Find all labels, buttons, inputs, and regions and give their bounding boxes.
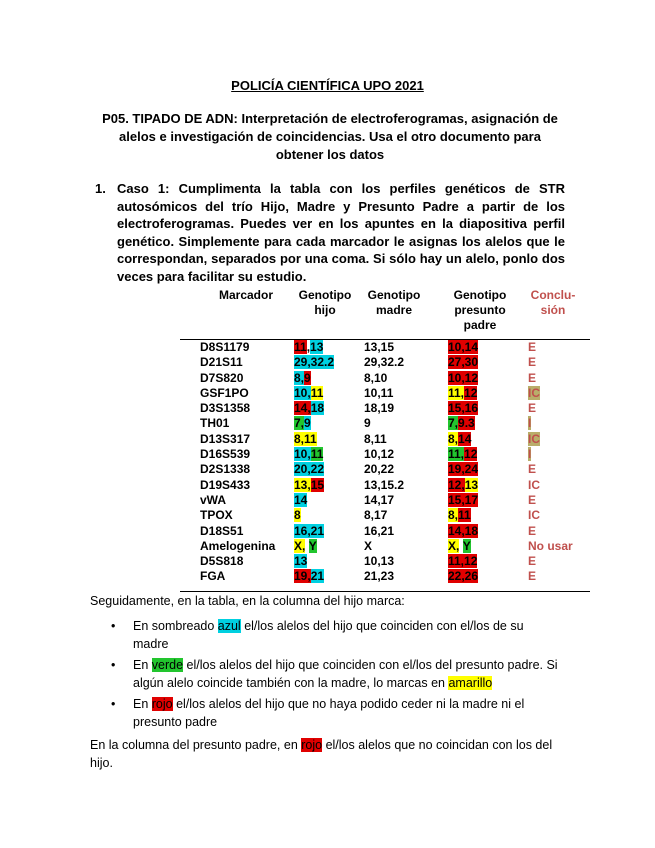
genotipo-padre-cell <box>436 340 528 356</box>
legend-text: el/los alelos del hijo que no haya podido ceder ni la madre ni el presunto padre <box>133 697 525 729</box>
allele-hijo: 13 <box>310 340 324 354</box>
genotipo-hijo-cell <box>292 371 362 386</box>
genotipo-hijo-cell <box>292 447 362 462</box>
legend-text: verde <box>151 658 184 672</box>
conclusion-cell <box>528 416 590 431</box>
allele-hijo: 11 <box>310 447 324 462</box>
conclusion-value: I <box>528 416 532 431</box>
table-row <box>180 401 590 416</box>
str-genotype-table <box>180 288 590 592</box>
table-row <box>180 386 590 401</box>
genotipo-madre-cell: 10,13 <box>364 554 395 569</box>
genotipo-padre-cell <box>436 432 528 447</box>
document-title: POLICÍA CIENTÍFICA UPO 2021 <box>231 78 424 93</box>
allele-padre: 14,18 <box>448 523 479 538</box>
genotipo-madre-cell: 8,17 <box>364 508 388 523</box>
conclusion-value: E <box>528 569 537 584</box>
genotipo-padre-cell <box>436 508 528 523</box>
allele-padre: 12, <box>448 477 465 492</box>
allele-hijo: 18 <box>310 401 325 416</box>
table-row <box>180 447 590 462</box>
table-row <box>180 524 590 539</box>
allele-hijo: 11 <box>294 340 307 354</box>
instructions-outro <box>90 736 570 772</box>
genotipo-hijo-cell <box>292 539 362 554</box>
conclusion-cell <box>528 508 590 523</box>
allele-padre: 10,14 <box>448 340 479 354</box>
bullet-icon: • <box>111 697 116 711</box>
allele-hijo: 10, <box>294 385 311 400</box>
genotipo-madre-cell: 29,32.2 <box>364 355 405 370</box>
genotipo-madre-cell: 20,22 <box>364 462 395 477</box>
conclusion-cell <box>528 401 590 416</box>
header-genotipo-madre: Genotipo madre <box>367 288 421 317</box>
conclusion-cell <box>528 569 590 591</box>
conclusion-value: E <box>528 462 537 477</box>
table-row <box>180 569 590 591</box>
genotipo-madre-cell: 13,15.2 <box>364 477 405 492</box>
allele-padre: 15,16 <box>448 401 479 416</box>
legend-text: azul <box>217 619 241 633</box>
allele-hijo: 13 <box>294 554 308 569</box>
table-row <box>180 508 590 523</box>
conclusion-cell <box>528 554 590 569</box>
allele-hijo: 19, <box>294 569 311 584</box>
conclusion-value: IC <box>528 431 540 446</box>
practice-subtitle: P05. TIPADO DE ADN: Interpretación de electroferogramas, asignación de alelos e investigación de coincidencias. Usa el otro documento para obtener los datos <box>102 111 558 162</box>
conclusion-cell <box>528 447 590 462</box>
table-body <box>180 340 590 592</box>
marker-cell: D16S539 <box>200 447 251 462</box>
genotipo-hijo-cell <box>292 401 362 416</box>
legend-text: En sombreado <box>133 619 218 633</box>
case-1-instructions <box>95 180 565 285</box>
genotipo-padre-cell <box>436 539 528 554</box>
conclusion-cell <box>528 493 590 508</box>
conclusion-cell <box>528 462 590 477</box>
genotipo-hijo-cell <box>292 554 362 569</box>
genotipo-hijo-cell <box>292 386 362 401</box>
conclusion-value: I <box>528 447 532 462</box>
marker-cell: D3S1358 <box>200 401 251 416</box>
table-row <box>180 539 590 554</box>
marker-cell: TPOX <box>200 508 233 523</box>
table-row <box>180 371 590 386</box>
genotipo-madre-cell: 18,19 <box>364 401 395 416</box>
allele-hijo: 16,21 <box>294 523 325 538</box>
allele-padre: 8, <box>448 508 459 523</box>
table-row <box>180 416 590 431</box>
genotipo-padre-cell <box>436 371 528 386</box>
allele-hijo: 14 <box>294 492 308 507</box>
table-row <box>180 493 590 508</box>
legend-text: el/los alelos del hijo que coinciden con el/los de su madre <box>133 619 524 651</box>
allele-padre: 14 <box>458 431 472 446</box>
genotipo-padre-cell <box>436 355 528 370</box>
header-conclusion: Conclu-sión <box>530 288 576 317</box>
table-row <box>180 478 590 493</box>
genotipo-madre-cell: 13,15 <box>364 340 395 354</box>
genotipo-padre-cell <box>436 386 528 401</box>
conclusion-cell <box>528 355 590 370</box>
conclusion-cell <box>528 478 590 493</box>
allele-hijo: 21 <box>310 569 325 584</box>
instructions-intro: Seguidamente, en la tabla, en la columna del hijo marca: <box>90 594 405 608</box>
legend-text: rojo <box>151 697 173 711</box>
conclusion-value: E <box>528 401 537 416</box>
genotipo-padre-cell <box>436 524 528 539</box>
allele-hijo: 9 <box>304 416 311 431</box>
genotipo-padre-cell <box>436 478 528 493</box>
legend-item <box>88 617 558 653</box>
allele-padre: 11,12 <box>448 554 478 569</box>
conclusion-value: E <box>528 355 537 370</box>
genotipo-hijo-cell <box>292 416 362 431</box>
allele-padre: 13 <box>464 477 479 492</box>
allele-padre: 11 <box>458 508 471 523</box>
table-row <box>180 462 590 477</box>
marker-cell: vWA <box>200 492 227 507</box>
legend-text: el/los alelos del hijo que coinciden con el/los del presunto padre. Si algún alelo coincide también con la madre, lo marcas en <box>133 658 558 690</box>
conclusion-value: IC <box>528 477 540 492</box>
outro-text: rojo <box>301 738 323 752</box>
conclusion-value: E <box>528 492 537 507</box>
genotipo-padre-cell <box>436 416 528 431</box>
table-row <box>180 432 590 447</box>
genotipo-hijo-cell <box>292 493 362 508</box>
genotipo-hijo-cell <box>292 355 362 370</box>
case-1-text: Caso 1: Cumplimenta la tabla con los perfiles genéticos de STR autosómicos del trío Hijo, Madre y Presunto Padre a partir de los electroferogramas. Puedes ver en los apuntes en la diapositiva perfil genético. Simplemente para cada marcador le asignas los alelos que le correspondan, separados por una coma. Si sólo hay un alelo, ponlo dos veces para facilitar su estudio. <box>117 181 565 284</box>
allele-hijo: 11 <box>310 385 324 400</box>
marker-cell: D7S820 <box>200 370 244 385</box>
allele-padre: 15,17 <box>448 492 479 507</box>
genotipo-padre-cell <box>436 569 528 591</box>
allele-padre: X, <box>448 538 460 553</box>
conclusion-value: IC <box>528 508 540 523</box>
allele-padre: 19,24 <box>448 462 479 477</box>
header-genotipo-padre: Genotipo presunto padre <box>453 288 507 332</box>
conclusion-cell <box>528 524 590 539</box>
genotipo-madre-cell: 10,12 <box>364 447 395 462</box>
marker-cell: FGA <box>200 569 226 584</box>
allele-hijo: X, <box>294 538 306 553</box>
genotipo-padre-cell <box>436 401 528 416</box>
allele-hijo: 8 <box>294 508 301 523</box>
genotipo-hijo-cell <box>292 508 362 523</box>
table-row <box>180 340 590 356</box>
conclusion-cell <box>528 386 590 401</box>
allele-padre: Y <box>462 538 471 553</box>
conclusion-value: E <box>528 370 537 385</box>
genotipo-hijo-cell <box>292 524 362 539</box>
allele-hijo: 15 <box>310 477 325 492</box>
allele-padre: 9.3 <box>458 416 475 431</box>
conclusion-value: E <box>528 523 537 538</box>
genotipo-padre-cell <box>436 447 528 462</box>
allele-padre: 27,30 <box>448 355 479 370</box>
marker-cell: Amelogenina <box>200 538 276 553</box>
genotipo-hijo-cell <box>292 569 362 591</box>
legend-text: En <box>133 697 152 711</box>
conclusion-value: E <box>528 340 537 354</box>
allele-hijo: 20,22 <box>294 462 325 477</box>
allele-hijo: 8,11 <box>294 431 317 446</box>
legend-text: En <box>133 658 152 672</box>
allele-padre: 22,26 <box>448 569 479 584</box>
genotipo-madre-cell: 10,11 <box>364 385 394 400</box>
legend-item <box>88 656 558 692</box>
genotipo-madre-cell: 8,11 <box>364 431 387 446</box>
genotipo-hijo-cell <box>292 340 362 356</box>
conclusion-value: E <box>528 554 537 569</box>
legend-item <box>88 695 558 731</box>
bullet-icon: • <box>111 658 116 672</box>
allele-hijo: 13, <box>294 477 311 492</box>
conclusion-cell <box>528 539 590 554</box>
allele-padre: 10,12 <box>448 370 479 385</box>
header-marcador: Marcador <box>218 288 274 302</box>
color-legend-list <box>88 617 558 734</box>
conclusion-cell <box>528 371 590 386</box>
genotipo-madre-cell: X <box>364 538 373 553</box>
genotipo-madre-cell: 8,10 <box>364 370 388 385</box>
marker-cell: D21S11 <box>200 355 243 370</box>
bullet-icon: • <box>111 619 116 633</box>
outro-text: el/los alelos que no coincidan con los del hijo. <box>90 738 553 770</box>
header-genotipo-hijo: Genotipo hijo <box>298 288 352 317</box>
allele-hijo: , <box>306 340 311 354</box>
conclusion-cell <box>528 340 590 356</box>
genotipo-padre-cell <box>436 462 528 477</box>
marker-cell: D19S433 <box>200 477 251 492</box>
allele-hijo: 8, <box>294 370 305 385</box>
allele-padre: 7, <box>448 416 459 431</box>
marker-cell: D18S51 <box>200 523 244 538</box>
marker-cell: TH01 <box>200 416 230 431</box>
genotipo-padre-cell <box>436 493 528 508</box>
outro-text: En la columna del presunto padre, en <box>90 738 302 752</box>
allele-padre: 12 <box>464 385 478 400</box>
genotipo-padre-cell <box>436 554 528 569</box>
marker-cell: D8S1179 <box>200 340 250 354</box>
genotipo-madre-cell: 14,17 <box>364 492 395 507</box>
genotipo-hijo-cell <box>292 432 362 447</box>
allele-hijo: 9 <box>304 370 311 385</box>
marker-cell: GSF1PO <box>200 385 249 400</box>
genotipo-madre-cell: 9 <box>364 416 371 431</box>
table-header-row <box>180 288 590 340</box>
marker-cell: D2S1338 <box>200 462 251 477</box>
allele-hijo: 29,32.2 <box>294 355 335 370</box>
genotipo-hijo-cell <box>292 462 362 477</box>
list-number: 1. <box>95 181 106 196</box>
allele-padre: 12 <box>464 447 478 462</box>
allele-hijo: 14, <box>294 401 311 416</box>
conclusion-value: IC <box>528 385 540 400</box>
genotipo-hijo-cell <box>292 478 362 493</box>
conclusion-value: No usar <box>528 538 573 553</box>
allele-padre: 8, <box>448 431 459 446</box>
allele-hijo: 10, <box>294 447 311 462</box>
allele-hijo: Y <box>308 538 317 553</box>
table-row <box>180 554 590 569</box>
genotipo-madre-cell: 16,21 <box>364 523 395 538</box>
allele-hijo: 7, <box>294 416 305 431</box>
conclusion-cell <box>528 432 590 447</box>
legend-text: amarillo <box>448 676 493 690</box>
genotipo-madre-cell: 21,23 <box>364 569 395 584</box>
allele-padre: 11, <box>448 447 465 462</box>
table-row <box>180 355 590 370</box>
marker-cell: D5S818 <box>200 554 244 569</box>
allele-padre: 11, <box>448 385 465 400</box>
marker-cell: D13S317 <box>200 431 251 446</box>
